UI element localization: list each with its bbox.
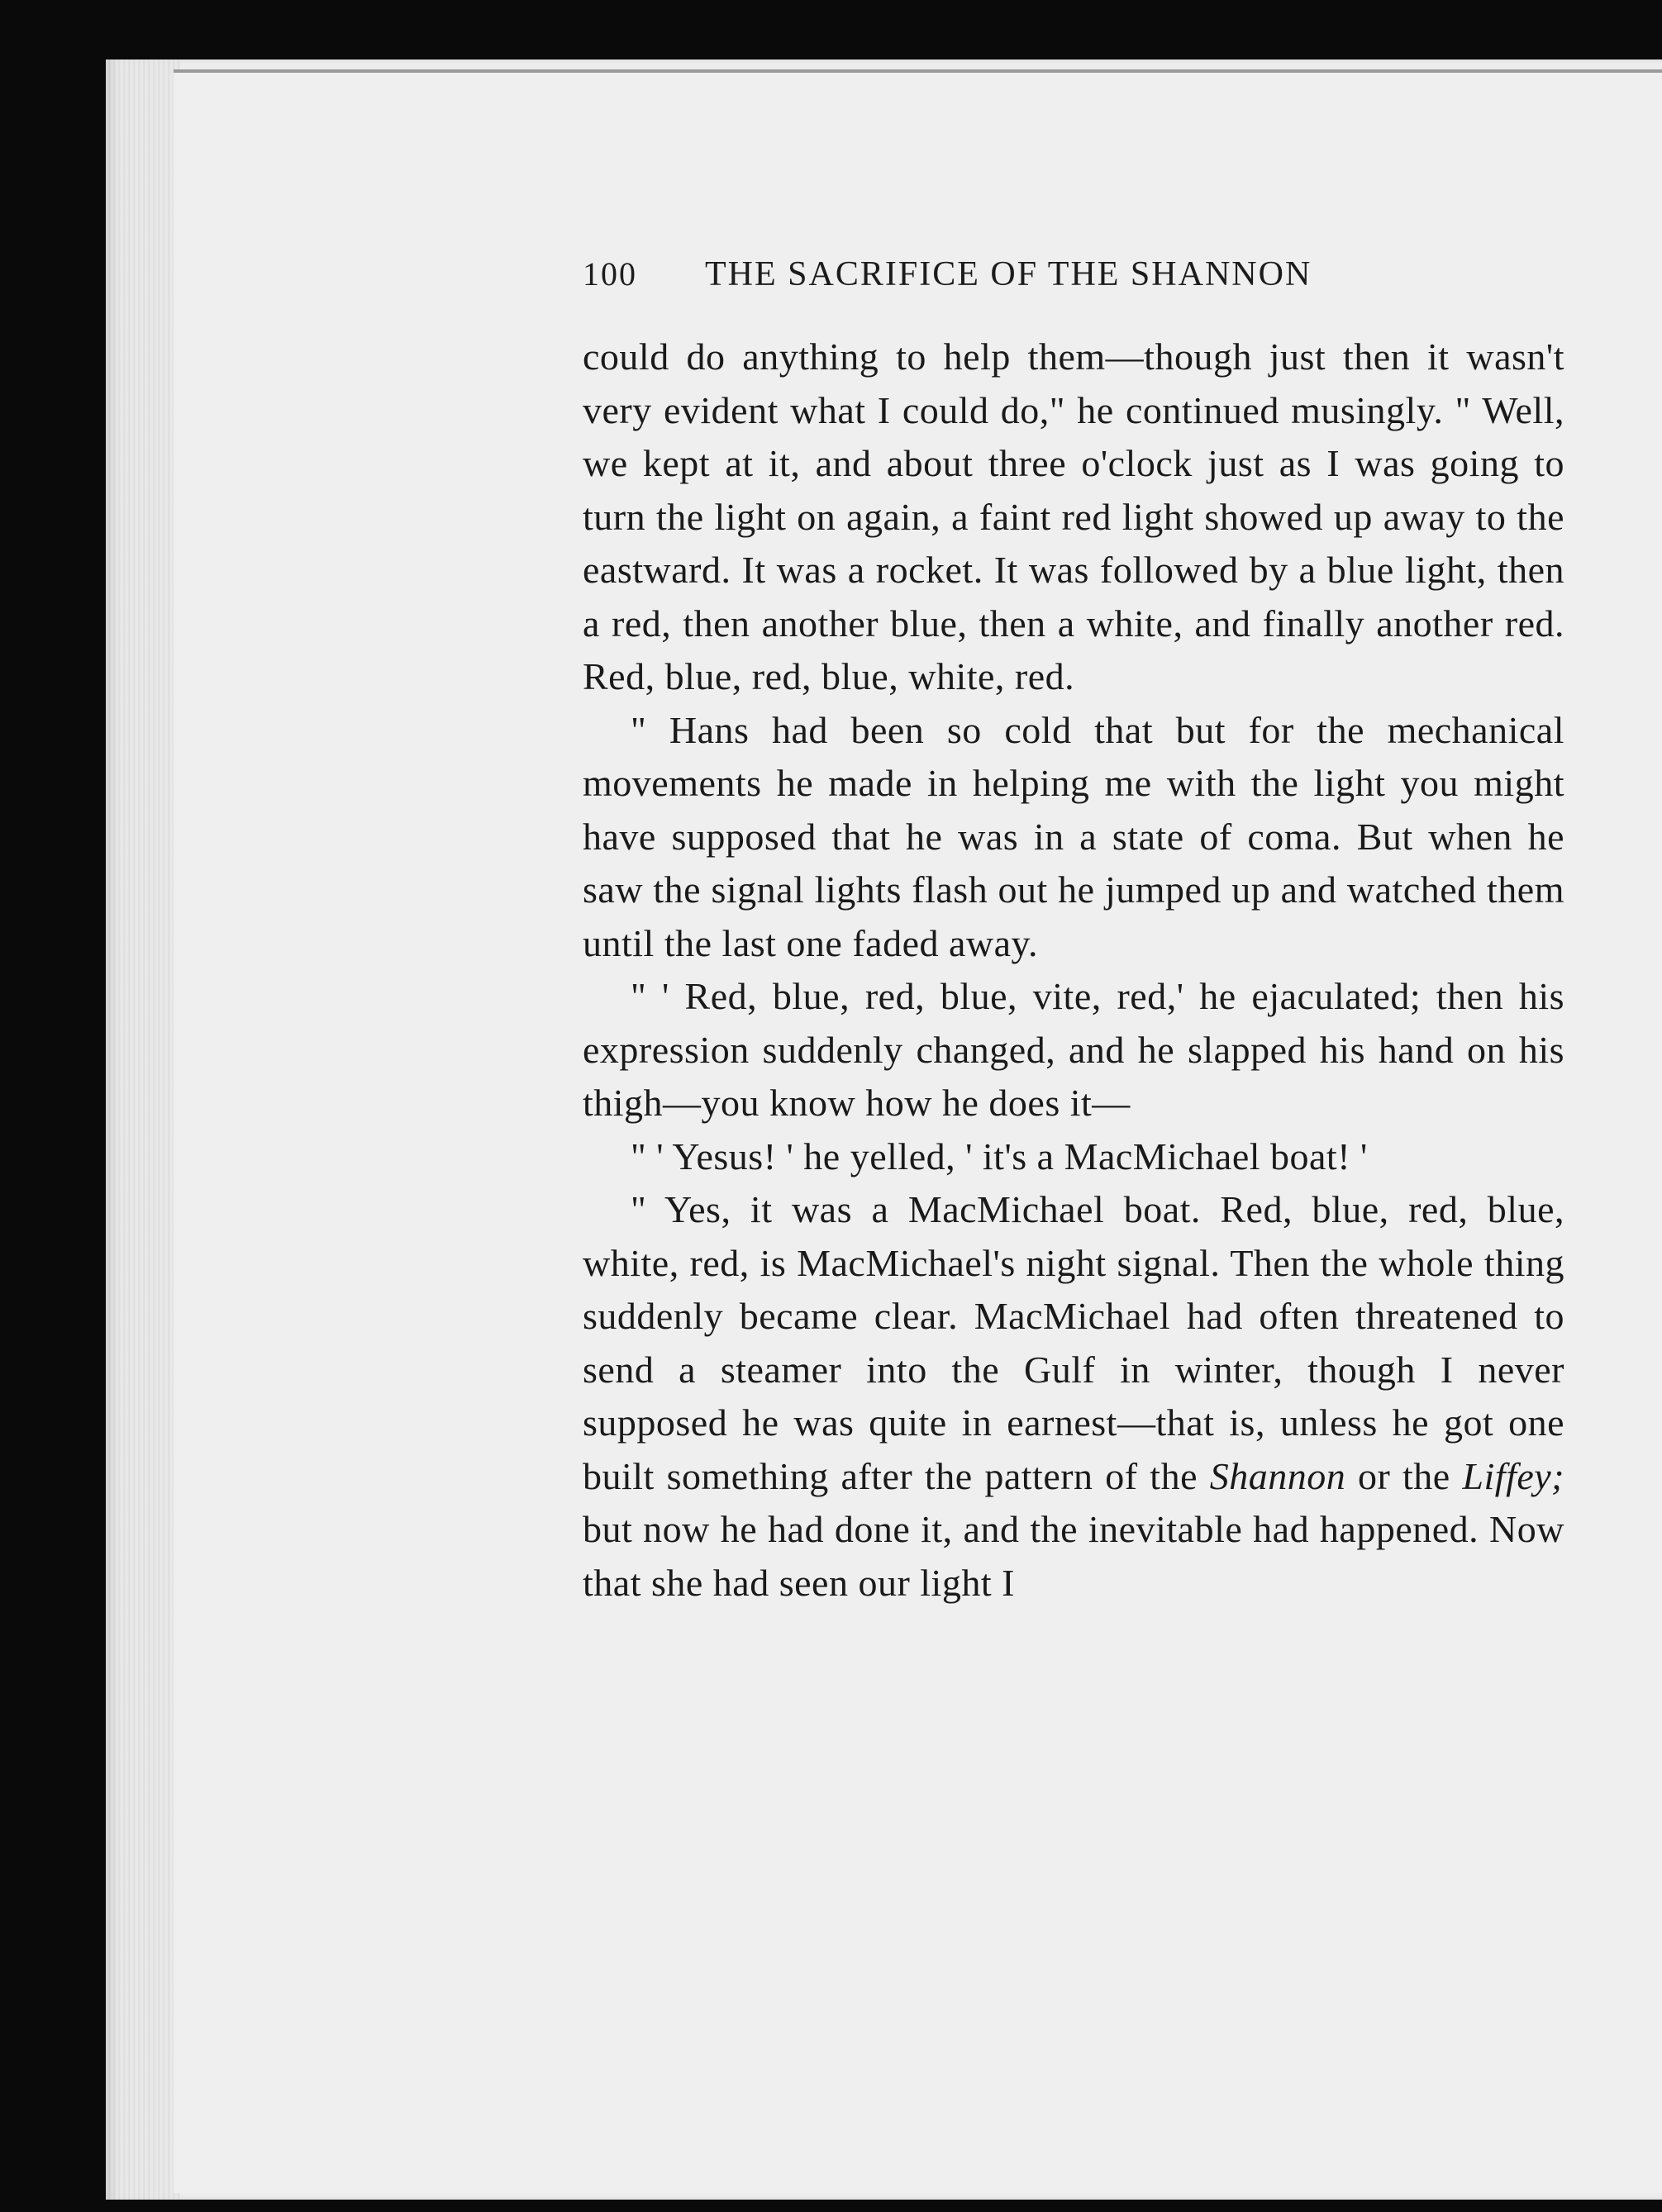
page-top-edge <box>174 69 1662 73</box>
text-run: " ' Yesus! ' he yelled, ' it's a MacMichael boat! ' <box>631 1135 1368 1177</box>
paragraph <box>583 331 1564 704</box>
italic-text: Liffey; <box>1462 1454 1564 1497</box>
text-run: or the <box>1345 1454 1463 1497</box>
paragraph <box>583 1130 1564 1184</box>
text-run: " ' Red, blue, red, blue, vite, red,' he ejaculated; then his expression suddenly changed, and he slapped his hand on his thigh—you know how he does it— <box>583 975 1564 1124</box>
text-run: but now he had done it, and the inevitable had happened. Now that she had seen our light I <box>583 1508 1564 1604</box>
text-run: could do anything to help them—though just then it wasn't very evident what I could do," he continued musingly. " Well, we kept at it, and about three o'clock just as I was going to turn the light on again, a faint red light showed up away to the eastward. It was a rocket. It was followed by a blue light, then a red, then another blue, then a white, and finally another red. Red, blue, red, blue, white, red. <box>583 335 1564 697</box>
body-text <box>583 331 1564 1610</box>
text-run: " Yes, it was a MacMichael boat. Red, blue, red, blue, white, red, is MacMichael's night signal. Then the whole thing suddenly became clear. MacMichael had often threatened to send a steamer into the Gulf in winter, though I never supposed he was quite in earnest—that is, unless he got one built something after the pattern of the <box>583 1188 1564 1497</box>
running-head <box>583 254 1574 312</box>
text-run: " Hans had been so cold that but for the mechanical movements he made in helping me with the light you might have supposed that he was in a state of coma. But when he saw the signal lights flash out he jumped up and watched them until the last one faded away. <box>583 708 1564 964</box>
running-title: THE SACRIFICE OF THE SHANNON <box>705 255 1312 293</box>
page-number: 100 <box>583 255 637 293</box>
paragraph <box>583 704 1564 971</box>
paragraph <box>583 1183 1564 1610</box>
paragraph <box>583 970 1564 1130</box>
italic-text: Shannon <box>1209 1454 1346 1497</box>
